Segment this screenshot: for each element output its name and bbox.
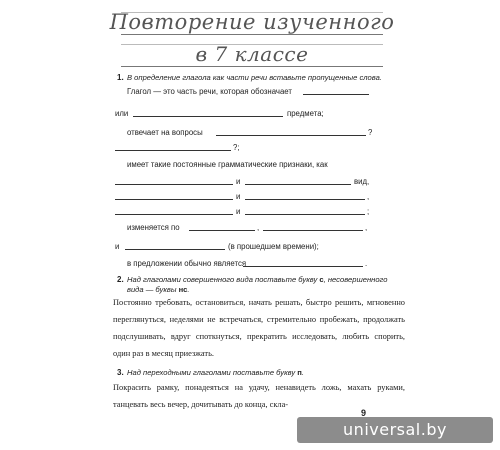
task-3-instruction: Над переходными глаголами поставьте букву п.	[127, 368, 304, 377]
watermark: universal.by	[297, 417, 493, 443]
title-line-1: Повторение изученного	[109, 10, 395, 34]
blank-line[interactable]	[216, 127, 366, 136]
task-2-instruction: Над глаголами совершенного вида поставьте букву с, несовершенного	[127, 275, 388, 284]
fill-text: имеет такие постоянные грамматические признаки, как	[127, 160, 328, 169]
blank-line[interactable]	[115, 176, 233, 185]
blank-line[interactable]	[115, 206, 233, 215]
fill-text: .	[365, 259, 368, 268]
blank-line[interactable]	[263, 222, 363, 231]
task-2-paragraph: Постоянно требовать, остановиться, начать решать, быстро решить, мгновенно переглянуться, неделями не встречаться, стремительно пробежать, продолжать подслушивать, вдруг споткнуться, прекратить исследовать, любить спорить, один раз в месяц приезжать.	[113, 298, 405, 358]
fill-text: отвечает на вопросы	[127, 128, 203, 137]
task-1-number: 1.	[117, 73, 124, 82]
blank-line[interactable]	[245, 191, 365, 200]
blank-line[interactable]	[189, 222, 255, 231]
fill-text: вид,	[354, 177, 370, 186]
task-1-instruction: В определение глагола как части речи вставьте пропущенные слова.	[127, 73, 382, 82]
task-2-number: 2.	[117, 275, 124, 284]
page-number: 9	[361, 408, 367, 418]
task-3-number: 3.	[117, 368, 124, 377]
fill-text: или	[115, 109, 129, 118]
blank-line[interactable]	[303, 86, 369, 95]
blank-line[interactable]	[125, 241, 225, 250]
fill-text: Глагол — это часть речи, которая обозначает	[127, 87, 292, 96]
fill-text: и	[115, 242, 120, 251]
fill-text: ?;	[233, 143, 240, 152]
fill-text: предмета;	[287, 109, 324, 118]
task-3-paragraph: Покрасить рамку, понадеяться на удачу, ненавидеть ложь, махать руками, танцевать весь вечер, дочитывать до конца, скла-	[113, 383, 405, 409]
fill-text: ,	[367, 192, 370, 201]
workbook-page: Повторение изученного в 7 классе 1. В определение глагола как части речи вставьте пропущенные слова. Глагол — это часть речи, которая обозначает или предмета; отвечает на вопросы ? ?; имеет такие постоянные грамматические признаки, как и вид, и , и ; изменяется по , , и (в прошедшем времени); в предложении обычно является . 2. Над глаголами совершенного вида поставьте букву с, несовершенного вида — буквы нс. Постоянно требовать, остановиться, начать решать, быстро решить, мгновенно переглянуться, неделями не встречаться, стремительно пробежать, продолжать подслушивать, вдруг споткнуться, прекратить исследовать, любить спорить, один раз в месяц приезжать. 3. Над переходными глаголами поставьте букву п. Покрасить рамку, понадеяться на удачу, ненавидеть ложь, махать руками, танцевать весь вечер, дочитывать до конца, скла- 9	[93, 0, 411, 450]
title-line-2: в 7 классе	[195, 42, 309, 66]
fill-text: изменяется по	[127, 223, 180, 232]
fill-text: ,	[257, 223, 260, 232]
blank-line[interactable]	[115, 191, 233, 200]
page-title	[93, 8, 411, 70]
blank-line[interactable]	[133, 108, 283, 117]
fill-text: ,	[365, 223, 368, 232]
blank-line[interactable]	[115, 142, 231, 151]
title-guide-line	[121, 34, 383, 35]
fill-text: (в прошедшем времени);	[228, 242, 319, 251]
blank-line[interactable]	[245, 176, 351, 185]
title-guide-line	[121, 66, 383, 67]
blank-line[interactable]	[245, 206, 365, 215]
fill-text: ?	[368, 128, 373, 137]
fill-text: ;	[367, 207, 370, 216]
blank-line[interactable]	[243, 258, 363, 267]
fill-text: и	[236, 192, 241, 201]
fill-text: и	[236, 207, 241, 216]
fill-text: в предложении обычно является	[127, 259, 247, 268]
fill-text: и	[236, 177, 241, 186]
